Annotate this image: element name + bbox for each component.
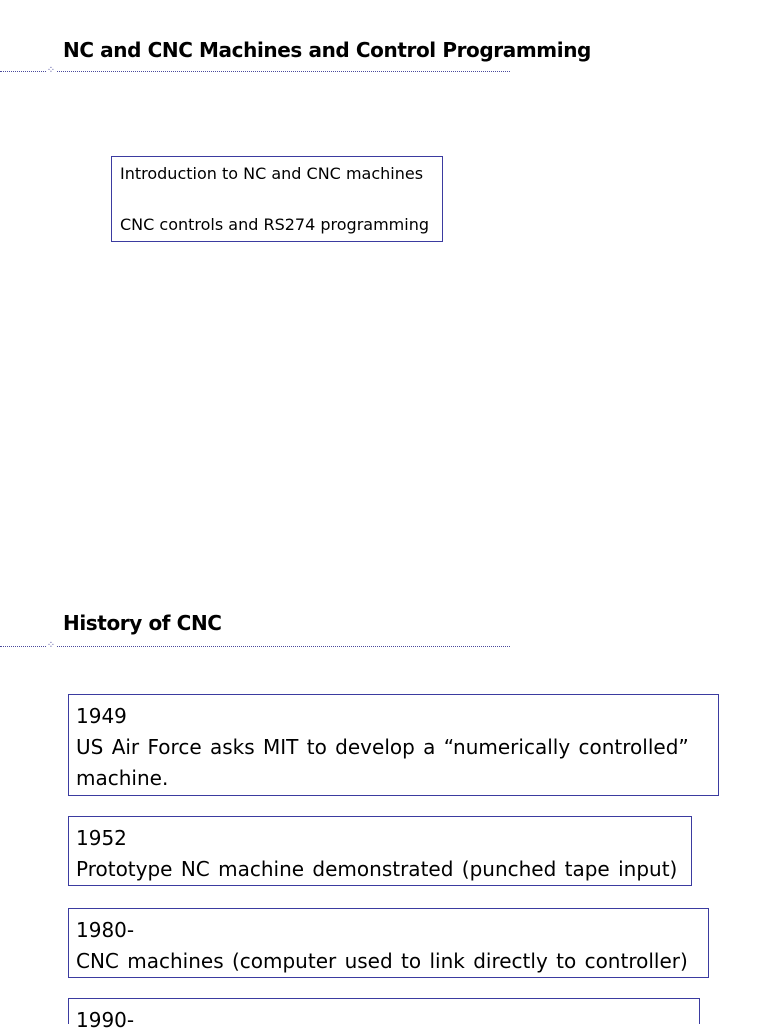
event-description: Prototype NC machine demonstrated (punched tape input) <box>76 857 678 881</box>
event-description: US Air Force asks MIT to develop a “numerically controlled” machine. <box>76 735 689 790</box>
event-year: 1952 <box>76 826 127 850</box>
history-event-1980 <box>68 908 709 978</box>
title-divider <box>0 646 510 647</box>
event-year: 1949 <box>76 704 127 728</box>
history-event-1990 <box>68 998 700 1032</box>
event-description: CNC machines (computer used to link directly to controller) <box>76 949 688 973</box>
contents-box <box>111 156 443 242</box>
history-event-1949 <box>68 694 719 796</box>
contents-item-programming[interactable]: CNC controls and RS274 programming <box>120 215 429 234</box>
section-title-history: History of CNC <box>63 611 222 635</box>
title-divider <box>0 71 510 72</box>
contents-item-intro[interactable]: Introduction to NC and CNC machines <box>120 164 424 183</box>
event-year: 1980- <box>76 918 135 942</box>
divider-ornament: ⁘ <box>46 640 56 651</box>
divider-ornament: ⁘ <box>46 65 56 76</box>
history-event-1952 <box>68 816 692 886</box>
event-year: 1990- <box>76 1008 135 1032</box>
section-title-nc-cnc: NC and CNC Machines and Control Programming <box>63 38 591 62</box>
